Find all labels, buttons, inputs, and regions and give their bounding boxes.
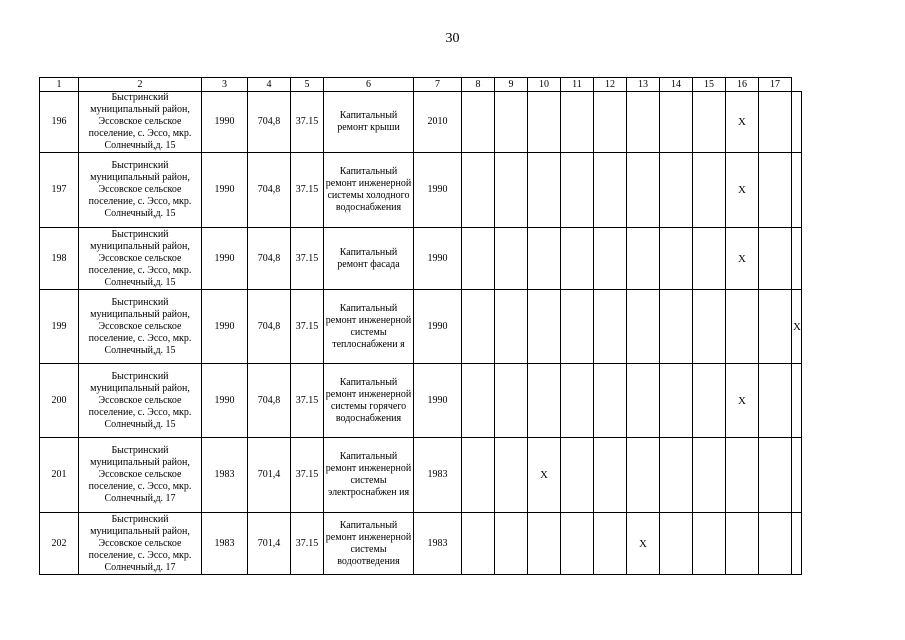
mark-cell-col-11: [561, 92, 594, 153]
year-built-cell: 1990: [202, 228, 248, 290]
mark-cell-col-16: X: [726, 153, 759, 228]
mark-cell-col-18: [792, 228, 802, 290]
mark-cell-col-16: X: [726, 364, 759, 438]
column-header-6: 6: [324, 78, 414, 92]
header-row: [40, 78, 802, 92]
mark-cell-col-9: [495, 438, 528, 513]
column-header-5: 5: [291, 78, 324, 92]
year-built-cell: 1990: [202, 364, 248, 438]
mark-cell-col-11: [561, 438, 594, 513]
mark-cell-col-12: [594, 290, 627, 364]
code-cell: 37.15: [291, 228, 324, 290]
mark-cell-col-12: [594, 438, 627, 513]
area-cell: 704,8: [248, 290, 291, 364]
mark-cell-col-10: [528, 228, 561, 290]
mark-cell-col-8: [462, 438, 495, 513]
mark-cell-col-15: [693, 92, 726, 153]
mark-cell-col-14: [660, 228, 693, 290]
code-cell: 37.15: [291, 92, 324, 153]
mark-cell-col-10: [528, 364, 561, 438]
mark-cell-col-15: [693, 228, 726, 290]
mark-cell-col-16: [726, 513, 759, 575]
mark-cell-col-11: [561, 153, 594, 228]
mark-cell-col-13: [627, 438, 660, 513]
repair-plan-table: [39, 77, 802, 575]
column-header-9: 9: [495, 78, 528, 92]
area-cell: 704,8: [248, 92, 291, 153]
mark-cell-col-14: [660, 153, 693, 228]
mark-cell-col-17: [759, 228, 792, 290]
table-row: [40, 364, 802, 438]
code-cell: 37.15: [291, 513, 324, 575]
mark-cell-col-13: [627, 92, 660, 153]
mark-cell-col-18: [792, 438, 802, 513]
mark-cell-col-16: [726, 438, 759, 513]
work-type-cell: Капитальный ремонт инженерной системы холодного водоснабжения: [324, 153, 414, 228]
mark-cell-col-13: [627, 228, 660, 290]
column-header-17: 17: [759, 78, 792, 92]
mark-cell-col-15: [693, 513, 726, 575]
code-cell: 37.15: [291, 364, 324, 438]
mark-cell-col-13: [627, 153, 660, 228]
row-number-cell: 199: [40, 290, 79, 364]
mark-cell-col-9: [495, 290, 528, 364]
plan-year-cell: 1990: [414, 364, 462, 438]
column-header-10: 10: [528, 78, 561, 92]
mark-cell-col-11: [561, 228, 594, 290]
code-cell: 37.15: [291, 290, 324, 364]
mark-cell-col-8: [462, 364, 495, 438]
mark-cell-col-14: [660, 92, 693, 153]
row-number-cell: 197: [40, 153, 79, 228]
column-header-4: 4: [248, 78, 291, 92]
address-cell: Быстринский муниципальный район, Эссовское сельское поселение, с. Эссо, мкр. Солнечный,д. 17: [79, 438, 202, 513]
address-cell: Быстринский муниципальный район, Эссовское сельское поселение, с. Эссо, мкр. Солнечный,д. 15: [79, 92, 202, 153]
year-built-cell: 1990: [202, 92, 248, 153]
row-number-cell: 200: [40, 364, 79, 438]
mark-cell-col-18: [792, 153, 802, 228]
mark-cell-col-17: [759, 153, 792, 228]
work-type-cell: Капитальный ремонт инженерной системы водоотведения: [324, 513, 414, 575]
mark-cell-col-12: [594, 92, 627, 153]
mark-cell-col-10: [528, 290, 561, 364]
code-cell: 37.15: [291, 438, 324, 513]
page-number: 30: [445, 31, 460, 46]
column-header-8: 8: [462, 78, 495, 92]
work-type-cell: Капитальный ремонт инженерной системы электроснабжен ия: [324, 438, 414, 513]
mark-cell-col-15: [693, 153, 726, 228]
mark-cell-col-11: [561, 364, 594, 438]
mark-cell-col-10: [528, 513, 561, 575]
mark-cell-col-15: [693, 438, 726, 513]
mark-cell-col-9: [495, 364, 528, 438]
plan-year-cell: 1990: [414, 290, 462, 364]
year-built-cell: 1990: [202, 153, 248, 228]
area-cell: 704,8: [248, 228, 291, 290]
address-cell: Быстринский муниципальный район, Эссовское сельское поселение, с. Эссо, мкр. Солнечный,д. 15: [79, 228, 202, 290]
work-type-cell: Капитальный ремонт инженерной системы теплоснабжени я: [324, 290, 414, 364]
area-cell: 701,4: [248, 513, 291, 575]
mark-cell-col-9: [495, 228, 528, 290]
mark-cell-col-13: X: [627, 513, 660, 575]
column-header-16: 16: [726, 78, 759, 92]
mark-cell-col-12: [594, 228, 627, 290]
table-row: [40, 513, 802, 575]
mark-cell-col-12: [594, 153, 627, 228]
mark-cell-col-16: [726, 290, 759, 364]
plan-year-cell: 2010: [414, 92, 462, 153]
mark-cell-col-10: [528, 92, 561, 153]
row-number-cell: 198: [40, 228, 79, 290]
mark-cell-col-17: [759, 513, 792, 575]
table-row: [40, 290, 802, 364]
area-cell: 704,8: [248, 364, 291, 438]
address-cell: Быстринский муниципальный район, Эссовское сельское поселение, с. Эссо, мкр. Солнечный,д. 15: [79, 290, 202, 364]
area-cell: 704,8: [248, 153, 291, 228]
mark-cell-col-12: [594, 513, 627, 575]
mark-cell-col-16: X: [726, 92, 759, 153]
mark-cell-col-14: [660, 364, 693, 438]
mark-cell-col-12: [594, 364, 627, 438]
table-row: [40, 92, 802, 153]
column-header-7: 7: [414, 78, 462, 92]
plan-year-cell: 1983: [414, 438, 462, 513]
mark-cell-col-10: [528, 153, 561, 228]
address-cell: Быстринский муниципальный район, Эссовское сельское поселение, с. Эссо, мкр. Солнечный,д. 15: [79, 153, 202, 228]
mark-cell-col-9: [495, 92, 528, 153]
mark-cell-col-17: [759, 364, 792, 438]
row-number-cell: 201: [40, 438, 79, 513]
table-row: [40, 153, 802, 228]
mark-cell-col-18: X: [792, 290, 802, 364]
mark-cell-col-8: [462, 92, 495, 153]
table-row: [40, 228, 802, 290]
mark-cell-col-8: [462, 153, 495, 228]
mark-cell-col-18: [792, 92, 802, 153]
row-number-cell: 202: [40, 513, 79, 575]
mark-cell-col-11: [561, 290, 594, 364]
column-header-15: 15: [693, 78, 726, 92]
table-body: [40, 78, 802, 575]
year-built-cell: 1983: [202, 438, 248, 513]
work-type-cell: Капитальный ремонт инженерной системы горячего водоснабжения: [324, 364, 414, 438]
mark-cell-col-15: [693, 364, 726, 438]
plan-year-cell: 1990: [414, 153, 462, 228]
work-type-cell: Капитальный ремонт крыши: [324, 92, 414, 153]
mark-cell-col-9: [495, 153, 528, 228]
address-cell: Быстринский муниципальный район, Эссовское сельское поселение, с. Эссо, мкр. Солнечный,д. 15: [79, 364, 202, 438]
column-header-2: 2: [79, 78, 202, 92]
mark-cell-col-17: [759, 438, 792, 513]
code-cell: 37.15: [291, 153, 324, 228]
column-header-13: 13: [627, 78, 660, 92]
address-cell: Быстринский муниципальный район, Эссовское сельское поселение, с. Эссо, мкр. Солнечный,д. 17: [79, 513, 202, 575]
area-cell: 701,4: [248, 438, 291, 513]
mark-cell-col-17: [759, 290, 792, 364]
column-header-3: 3: [202, 78, 248, 92]
work-type-cell: Капитальный ремонт фасада: [324, 228, 414, 290]
column-header-1: 1: [40, 78, 79, 92]
mark-cell-col-18: [792, 513, 802, 575]
mark-cell-col-11: [561, 513, 594, 575]
mark-cell-col-14: [660, 513, 693, 575]
mark-cell-col-16: X: [726, 228, 759, 290]
mark-cell-col-10: X: [528, 438, 561, 513]
mark-cell-col-8: [462, 513, 495, 575]
column-header-14: 14: [660, 78, 693, 92]
mark-cell-col-17: [759, 92, 792, 153]
year-built-cell: 1983: [202, 513, 248, 575]
column-header-12: 12: [594, 78, 627, 92]
mark-cell-col-18: [792, 364, 802, 438]
mark-cell-col-8: [462, 228, 495, 290]
year-built-cell: 1990: [202, 290, 248, 364]
mark-cell-col-14: [660, 290, 693, 364]
mark-cell-col-13: [627, 290, 660, 364]
plan-year-cell: 1990: [414, 228, 462, 290]
mark-cell-col-13: [627, 364, 660, 438]
column-header-11: 11: [561, 78, 594, 92]
table-row: [40, 438, 802, 513]
plan-year-cell: 1983: [414, 513, 462, 575]
mark-cell-col-8: [462, 290, 495, 364]
mark-cell-col-9: [495, 513, 528, 575]
mark-cell-col-15: [693, 290, 726, 364]
mark-cell-col-14: [660, 438, 693, 513]
row-number-cell: 196: [40, 92, 79, 153]
